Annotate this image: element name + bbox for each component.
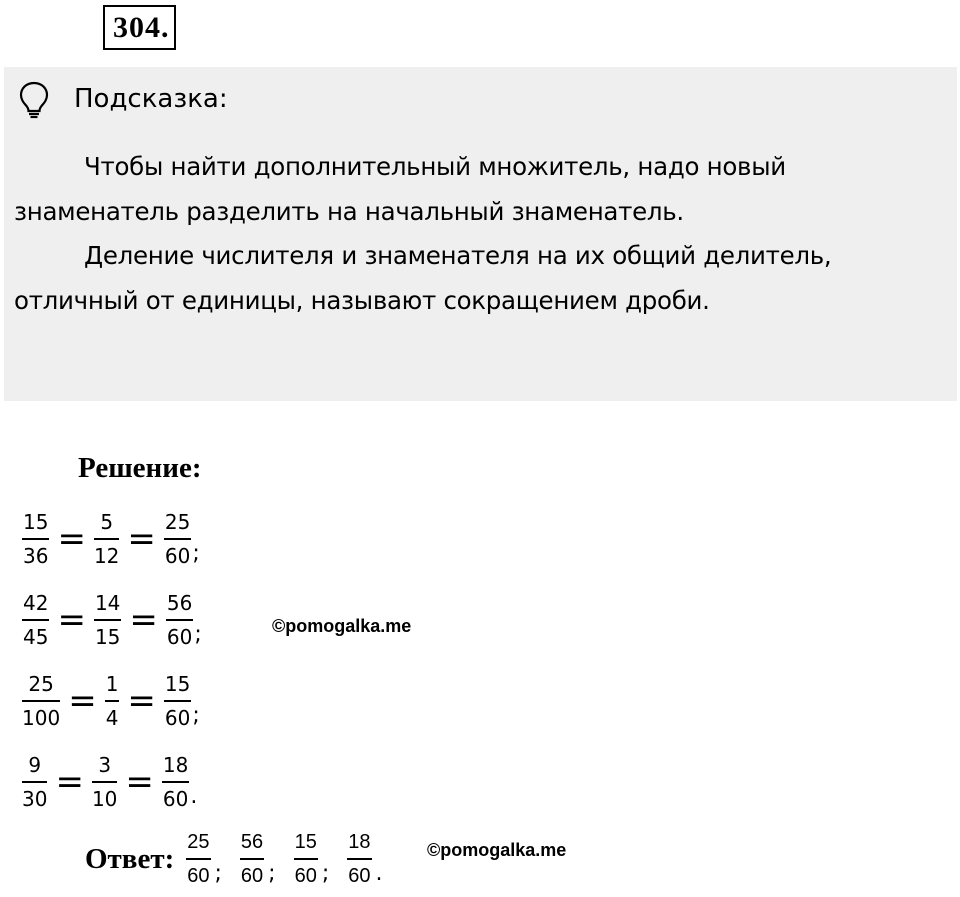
denominator: 60 xyxy=(164,706,191,730)
answer-separator: ; xyxy=(268,861,276,886)
equation-3 xyxy=(20,670,200,732)
denominator: 10 xyxy=(91,787,118,811)
answer-label: Ответ: xyxy=(85,842,175,875)
numerator: 5 xyxy=(100,510,114,534)
fraction xyxy=(92,590,123,650)
fraction xyxy=(345,829,373,889)
equation-end: . xyxy=(190,784,198,809)
fraction xyxy=(292,829,320,889)
fraction xyxy=(160,752,191,812)
fraction xyxy=(20,671,62,731)
denominator: 60 xyxy=(166,625,193,649)
hint-box xyxy=(4,67,957,401)
fraction xyxy=(162,509,193,569)
denominator: 100 xyxy=(22,706,61,730)
solution-title: Решение: xyxy=(78,452,202,484)
denominator: 12 xyxy=(93,544,120,568)
answer-separator: . xyxy=(375,861,383,886)
denominator: 60 xyxy=(164,544,191,568)
numerator: 56 xyxy=(240,831,264,853)
numerator: 25 xyxy=(28,672,54,696)
denominator: 60 xyxy=(348,865,371,887)
numerator: 15 xyxy=(23,510,49,534)
hint-paragraph: Деление числителя и знаменателя на их общий делитель, отличный от единицы, называют сокращением дроби. xyxy=(14,241,832,315)
denominator: 15 xyxy=(94,625,121,649)
watermark: ©pomogalka.me xyxy=(272,616,412,636)
task-number-value: 304 xyxy=(113,11,161,44)
watermark: ©pomogalka.me xyxy=(427,840,567,860)
numerator: 15 xyxy=(164,672,191,696)
numerator: 18 xyxy=(348,831,371,853)
equals-sign: = xyxy=(55,762,84,802)
hint-paragraph: Чтобы найти дополнительный множитель, надо новый знаменатель разделить на начальный знаменатель. xyxy=(14,152,786,226)
fraction xyxy=(92,509,121,569)
hint-text xyxy=(14,145,944,323)
lightbulb-icon xyxy=(18,81,50,119)
denominator: 30 xyxy=(22,787,48,811)
denominator: 36 xyxy=(23,544,49,568)
fraction xyxy=(103,671,122,731)
numerator: 42 xyxy=(23,591,49,615)
equals-sign: = xyxy=(127,681,156,721)
fraction xyxy=(90,752,119,812)
equals-sign: = xyxy=(57,519,86,559)
denominator: 60 xyxy=(240,865,264,887)
numerator: 56 xyxy=(166,591,193,615)
numerator: 9 xyxy=(28,753,42,777)
equation-end: ; xyxy=(192,703,200,728)
equation-1 xyxy=(20,508,200,570)
fraction xyxy=(20,590,51,650)
answer-separator: ; xyxy=(214,861,222,886)
numerator: 15 xyxy=(294,831,317,853)
task-number xyxy=(103,5,176,50)
answer-row xyxy=(85,826,399,892)
equals-sign: = xyxy=(129,600,158,640)
denominator: 4 xyxy=(105,706,119,730)
equals-sign: = xyxy=(125,762,154,802)
denominator: 60 xyxy=(187,865,210,887)
numerator: 1 xyxy=(105,672,119,696)
fraction xyxy=(164,590,195,650)
equals-sign: = xyxy=(127,519,156,559)
numerator: 14 xyxy=(94,591,121,615)
equation-2 xyxy=(20,589,202,651)
fraction xyxy=(162,671,193,731)
fraction xyxy=(238,829,266,889)
answer-separator: ; xyxy=(321,861,330,886)
equation-end: ; xyxy=(192,541,200,566)
denominator: 45 xyxy=(23,625,49,649)
numerator: 18 xyxy=(162,753,189,777)
numerator: 25 xyxy=(164,510,191,534)
task-number-dot: . xyxy=(161,11,170,44)
hint-title: Подсказка: xyxy=(74,84,228,114)
denominator: 60 xyxy=(294,865,317,887)
numerator: 25 xyxy=(187,831,210,853)
equation-4 xyxy=(20,751,197,813)
numerator: 3 xyxy=(98,753,112,777)
denominator: 60 xyxy=(162,787,189,811)
equation-end: ; xyxy=(194,622,202,647)
equals-sign: = xyxy=(57,600,86,640)
fraction xyxy=(20,752,49,812)
fraction xyxy=(184,829,212,889)
equals-sign: = xyxy=(68,681,97,721)
fraction xyxy=(20,509,51,569)
